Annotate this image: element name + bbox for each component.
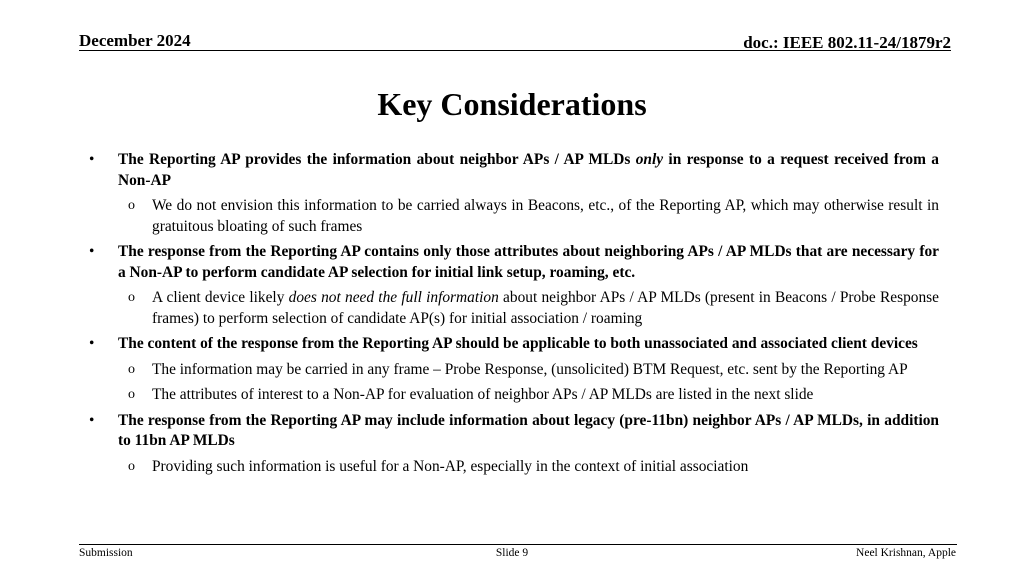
bullet-marker: • <box>89 243 95 260</box>
slide-content <box>89 150 939 479</box>
slide-title: Key Considerations <box>377 86 647 122</box>
bullet-2 <box>89 242 939 283</box>
bullet-1-text-b: in response to a request received from a Non-AP <box>118 151 939 189</box>
bullet-marker: • <box>89 151 95 168</box>
sub-bullet-marker: o <box>128 458 135 474</box>
bullet-3 <box>89 334 939 355</box>
sub-bullet-marker: o <box>128 290 135 305</box>
sub-bullet-2-1 <box>128 288 939 329</box>
sub-bullet-3-2 <box>128 385 939 406</box>
header-rule <box>79 50 951 51</box>
bullet-4-text: The response from the Reporting AP may include information about legacy (pre-11bn) neighbor APs / AP MLDs, in addition to 11bn AP MLDs <box>118 411 939 449</box>
sub-bullet-3-1 <box>128 360 939 381</box>
bullet-1-text-a: The Reporting AP provides the information about neighbor APs / AP MLDs <box>118 151 636 168</box>
bullet-marker: • <box>89 411 95 429</box>
footer-author: Neel Krishnan, Apple <box>856 547 956 559</box>
bullet-3-text: The content of the response from the Reporting AP should be applicable to both unassociated and associated client devices <box>118 335 918 352</box>
footer-rule <box>79 544 957 545</box>
sub-bullet-1-1-text: We do not envision this information to be carried always in Beacons, etc., of the Reporting AP, which may otherwise result in gratuitous bloating of such frames <box>152 197 939 235</box>
sub-bullet-marker: o <box>128 361 135 377</box>
sub-bullet-2-1-text-a: A client device likely <box>152 289 289 306</box>
bullet-1-emphasis: only <box>635 151 664 168</box>
header-doc-id: doc.: IEEE 802.11-24/1879r2 <box>743 33 951 52</box>
sub-bullet-2-1-text-b: about neighbor APs / AP MLDs (present in Beacons / Probe Response frames) to perform selection of candidate AP(s) for initial association / roaming <box>152 289 939 327</box>
sub-bullet-2-1-emphasis: does not need the full information <box>288 289 499 306</box>
bullet-1 <box>89 150 939 191</box>
bullet-marker: • <box>89 335 95 352</box>
sub-bullet-3-1-text: The information may be carried in any frame – Probe Response, (unsolicited) BTM Request, etc. sent by the Reporting AP <box>152 360 908 378</box>
bullet-4 <box>89 411 939 452</box>
sub-bullet-4-1-text: Providing such information is useful for a Non-AP, especially in the context of initial association <box>152 457 749 475</box>
sub-bullet-marker: o <box>128 198 135 213</box>
bullet-2-text: The response from the Reporting AP contains only those attributes about neighboring APs / AP MLDs that are necessary for a Non-AP to perform candidate AP selection for initial link setup, roaming, etc. <box>118 243 939 281</box>
sub-bullet-1-1 <box>128 196 939 237</box>
header-date: December 2024 <box>79 31 191 50</box>
footer-submission: Submission <box>79 547 133 559</box>
footer-slide-number: Slide 9 <box>495 547 529 559</box>
sub-bullet-3-2-text: The attributes of interest to a Non-AP for evaluation of neighbor APs / AP MLDs are listed in the next slide <box>152 386 814 403</box>
sub-bullet-marker: o <box>128 387 135 402</box>
sub-bullet-4-1 <box>128 457 939 478</box>
